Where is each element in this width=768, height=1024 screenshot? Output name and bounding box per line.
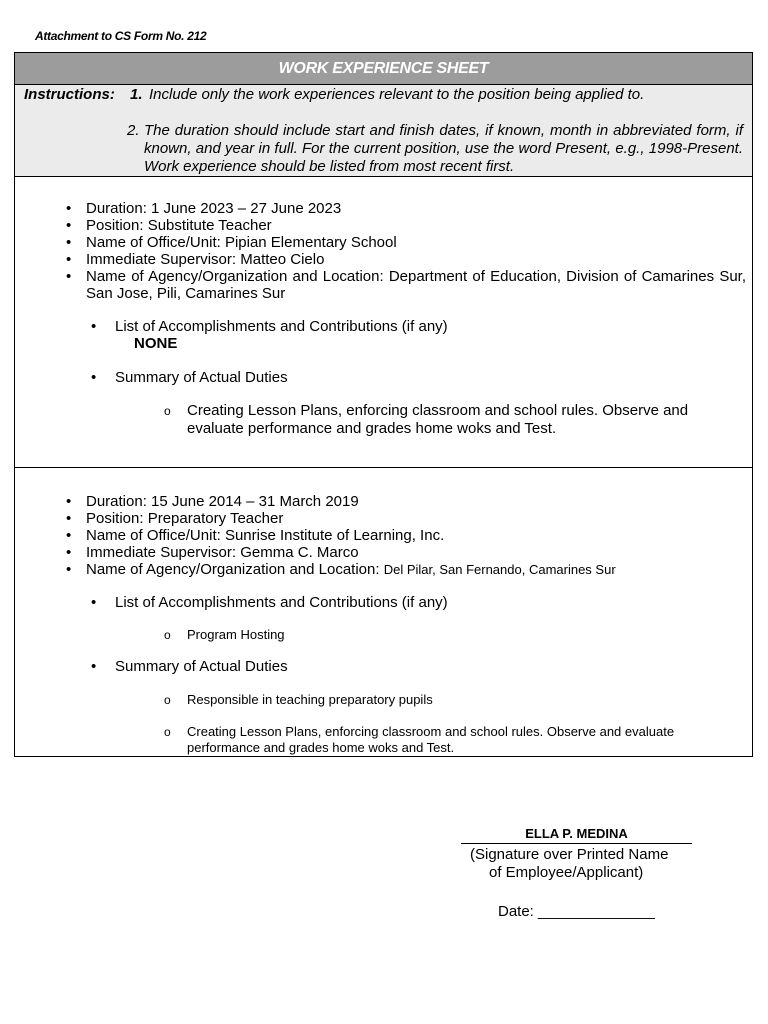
entry-2-office: • Name of Office/Unit: Sunrise Institute of Learning, Inc. — [15, 527, 746, 544]
entry-1-accomplishments-value: NONE — [134, 335, 178, 352]
entry-1-duty-item: o Creating Lesson Plans, enforcing classroom and school rules. Observe and evaluate performance and grades home woks and Test. — [187, 402, 742, 438]
signature-caption-line-2: of Employee/Applicant) — [489, 864, 644, 881]
entry-1-details — [15, 200, 746, 302]
experience-entry-2 — [15, 468, 752, 755]
entry-2-duties-label: • Summary of Actual Duties — [115, 658, 288, 675]
entry-2-duration: • Duration: 15 June 2014 – 31 March 2019 — [15, 493, 746, 510]
instruction-1-text: Include only the work experiences relevant to the position being applied to. — [149, 86, 645, 103]
entry-2-supervisor: • Immediate Supervisor: Gemma C. Marco — [15, 544, 746, 561]
date-field[interactable]: Date: ______________ — [498, 903, 655, 920]
entry-2-accomplishments-label: • List of Accomplishments and Contributions (if any) — [115, 594, 448, 611]
entry-2-duty-item-1: o Responsible in teaching preparatory pupils — [187, 692, 742, 708]
attachment-label: Attachment to CS Form No. 212 — [35, 29, 207, 43]
entry-1-position: • Position: Substitute Teacher — [15, 217, 746, 234]
experience-entry-1 — [15, 177, 752, 468]
entry-2-agency-value: Del Pilar, San Fernando, Camarines Sur — [383, 562, 616, 577]
entry-2-duty-item-2: o Creating Lesson Plans, enforcing classroom and school rules. Observe and evaluate performance and grades home woks and Test. — [187, 724, 742, 756]
entry-1-duties-label: • Summary of Actual Duties — [115, 369, 288, 386]
sheet-title: WORK EXPERIENCE SHEET — [15, 53, 752, 85]
entry-1-accomplishments-label: • List of Accomplishments and Contributions (if any) — [115, 318, 448, 335]
entry-1-supervisor: • Immediate Supervisor: Matteo Cielo — [15, 251, 746, 268]
entry-2-accomplishment-item: o Program Hosting — [187, 627, 742, 643]
work-experience-sheet — [14, 52, 753, 757]
instruction-1-number: 1. — [130, 86, 143, 103]
instructions-section — [15, 85, 752, 177]
signature-caption-line-1: (Signature over Printed Name — [470, 846, 669, 863]
entry-1-agency: • Name of Agency/Organization and Location: Department of Education, Division of Camarines Sur, San Jose, Pili, Camarines Sur — [15, 268, 746, 302]
instructions-label: Instructions: — [24, 86, 115, 103]
entry-2-agency — [15, 561, 746, 578]
entry-2-agency-label: Name of Agency/Organization and Location: — [86, 561, 380, 578]
entry-1-office: • Name of Office/Unit: Pipian Elementary School — [15, 234, 746, 251]
signatory-name: ELLA P. MEDINA — [461, 826, 692, 844]
instruction-2-text: The duration should include start and finish dates, if known, month in abbreviated form, if known, and year in full. For the current position, use the word Present, e.g., 1998-Present. Work experience should be listed from most recent first. — [144, 122, 743, 175]
entry-2-position: • Position: Preparatory Teacher — [15, 510, 746, 527]
entry-2-details — [15, 493, 746, 578]
entry-1-duration: • Duration: 1 June 2023 – 27 June 2023 — [15, 200, 746, 217]
instruction-2-number: 2. — [127, 122, 140, 139]
